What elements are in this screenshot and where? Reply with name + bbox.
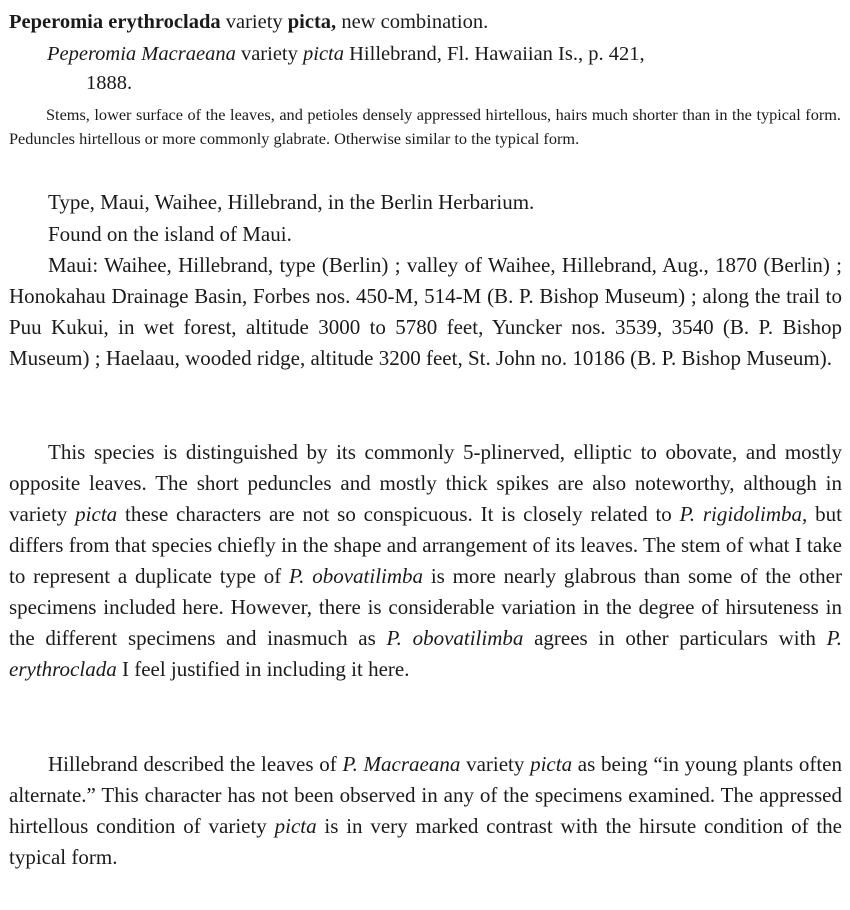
- synonym-citation: [9, 40, 841, 98]
- species-name: Peperomia erythroclada: [9, 11, 221, 33]
- discussion-text: I feel justified in including it here.: [116, 657, 410, 681]
- variety-name: picta,: [287, 11, 337, 33]
- taxon-name: picta: [274, 814, 317, 838]
- synonym-variety-word: variety: [240, 43, 298, 65]
- discussion-text: but differs from that species chiefly in the shape and arrangement of its leaves. The stem of what I take to represent a duplicate type of: [9, 502, 843, 588]
- synonym-variety-name: picta: [303, 43, 344, 65]
- nomenclatural-status: new combination.: [341, 11, 489, 33]
- type-locality: Type, Maui, Waihee, Hillebrand, in the Berlin Herbarium.: [48, 190, 535, 214]
- synonym-year: 1888.: [86, 72, 133, 94]
- note-text: as being “in young plants often alternate.” This character has not been observed in any of the specimens examined. The appressed hirtellous condition of variety: [9, 752, 842, 838]
- taxon-name: picta: [530, 752, 573, 776]
- taxon-name: P. Macraeana: [342, 752, 461, 776]
- taxon-name: P. erythroclada: [9, 626, 842, 681]
- hillebrand-note-paragraph: [9, 749, 842, 873]
- discussion-paragraph: [9, 437, 842, 685]
- taxon-name: P. rigidolimba,: [679, 502, 808, 526]
- variety-word: variety: [225, 11, 283, 33]
- note-text: is in very marked contrast with the hirsute condition of the typical form.: [9, 814, 843, 869]
- note-text: Hillebrand described the leaves of: [48, 752, 343, 776]
- taxon-name: picta: [75, 502, 118, 526]
- specimens-examined: Maui: Waihee, Hillebrand, type (Berlin) ; valley of Waihee, Hillebrand, Aug., 1870 (Berlin) ; Honokahau Drainage Basin, Forbes nos. 450-M, 514-M (B. P. Bishop Museum) ; along the trail to Puu Kukui, in wet forest, altitude 3000 to 5780 feet, Yuncker nos. 3539, 3540 (B. P. Bishop Museum) ; Haelaau, wooded ridge, altitude 3200 feet, St. John no. 10186 (B. P. Bishop Museum).: [9, 253, 842, 370]
- discussion-text: is more nearly glabrous than some of the other specimens included here. However, there is considerable variation in the degree of hirsuteness in the different specimens and inasmuch as: [9, 564, 842, 650]
- discussion-text: agrees in other particulars with: [523, 626, 827, 650]
- synonym-reference: Hillebrand, Fl. Hawaiian Is., p. 421,: [349, 43, 645, 65]
- variety-description: Stems, lower surface of the leaves, and petioles densely appressed hirtellous, hairs much shorter than in the typical form. Peduncles hirtellous or more commonly glabrate. Otherwise similar to the typical form.: [9, 105, 841, 148]
- discussion-text: This species is distinguished by its commonly 5-plinerved, elliptic to obovate, and mostly opposite leaves. The short peduncles and mostly thick spikes are also noteworthy, although in variety: [9, 440, 842, 526]
- taxon-name: P. obovatilimba: [289, 564, 424, 588]
- synonym-name: Peperomia Macraeana: [47, 43, 236, 65]
- taxon-name: P. obovatilimba: [386, 626, 524, 650]
- distribution: Found on the island of Maui.: [48, 222, 292, 246]
- discussion-text: these characters are not so conspicuous. It is closely related to: [117, 502, 680, 526]
- note-text: variety: [460, 752, 531, 776]
- species-heading: [9, 8, 839, 36]
